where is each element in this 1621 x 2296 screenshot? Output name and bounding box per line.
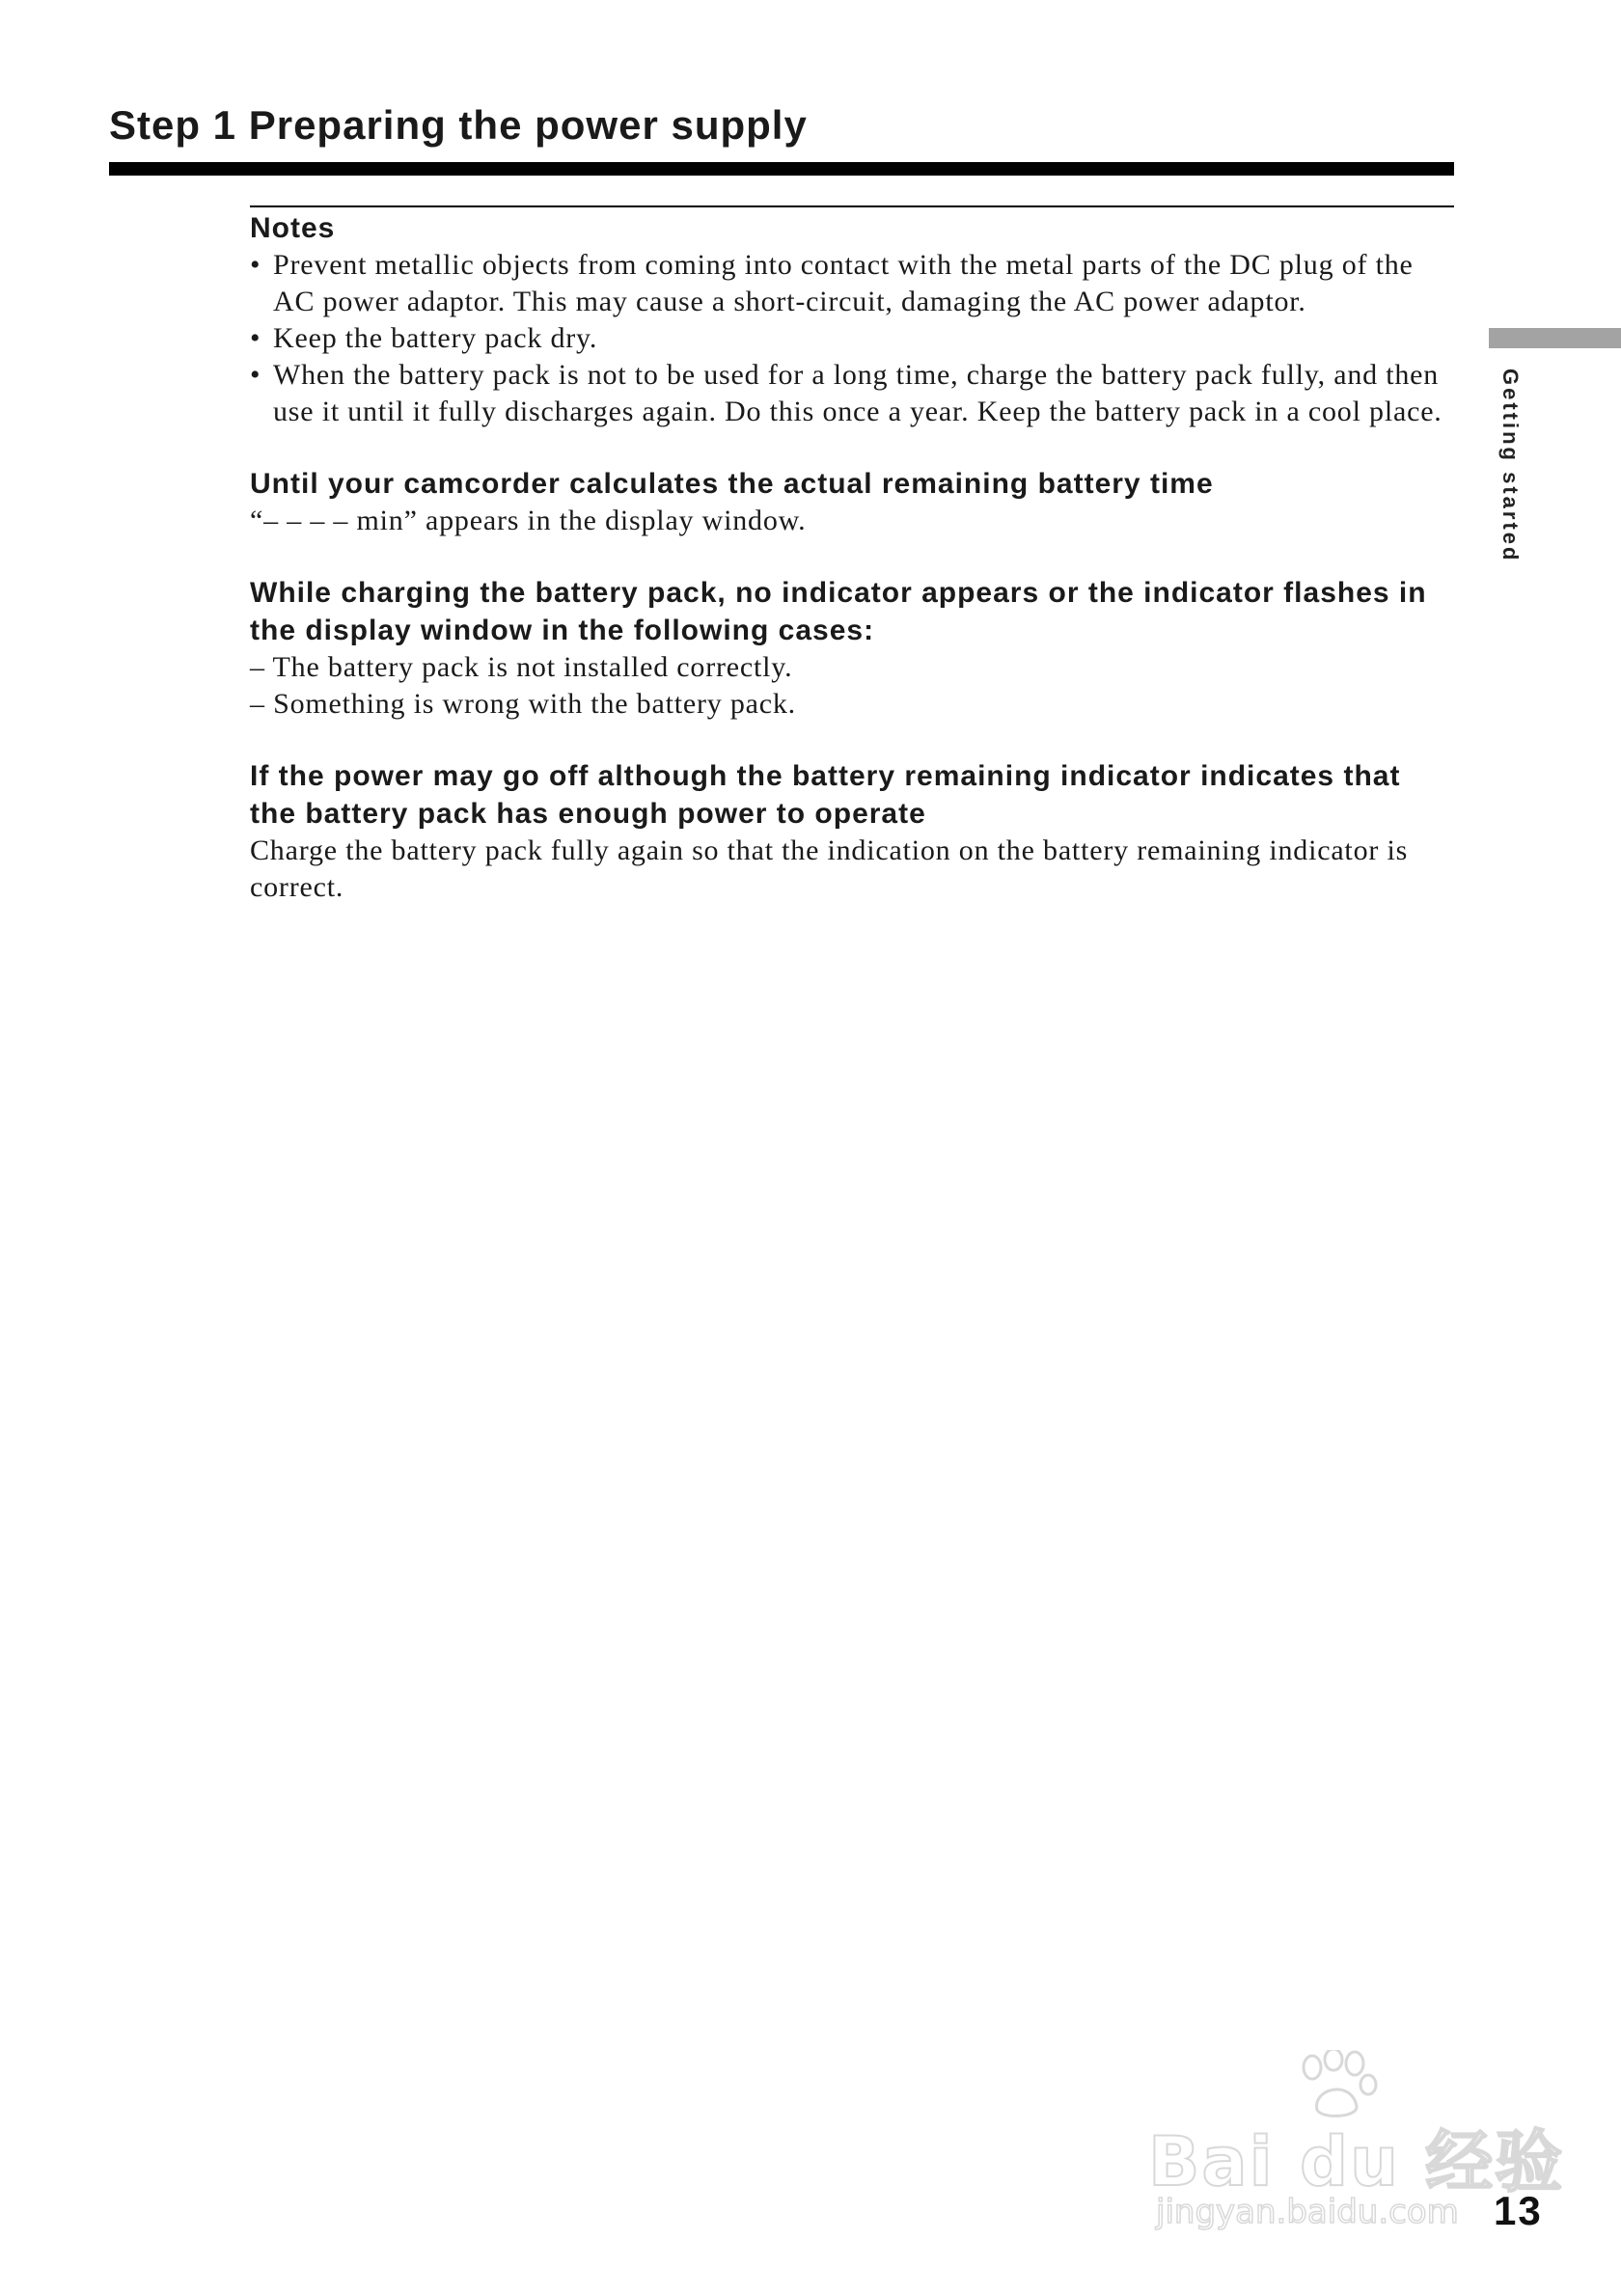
section-text: Charge the battery pack fully again so that the indication on the battery remaining indicator is correct. xyxy=(250,834,1409,903)
section-heading: While charging the battery pack, no indicator appears or the indicator flashes in the display window in the following cases: xyxy=(250,577,1427,646)
section-text: “– – – – min” appears in the display window. xyxy=(250,505,807,536)
note-item: • When the battery pack is not to be used for a long time, charge the battery pack fully, and then use it until it fully discharges again. Do this once a year. Keep the battery pack in a cool place. xyxy=(250,357,1446,430)
content-rule xyxy=(250,205,1454,207)
section-text: – The battery pack is not installed correctly. xyxy=(250,651,793,683)
watermark-brand: Bai du 经验 xyxy=(1148,2122,1565,2201)
notes-list xyxy=(250,247,1446,430)
section-heading: Until your camcorder calculates the actual remaining battery time xyxy=(250,468,1214,500)
notes-section xyxy=(250,209,1446,430)
page-number: 13 xyxy=(1494,2188,1543,2233)
notes-heading: Notes xyxy=(250,212,336,244)
side-tab-marker xyxy=(1489,328,1621,348)
note-item: • Keep the battery pack dry. xyxy=(250,320,1446,357)
main-content xyxy=(250,209,1446,906)
note-item: • Prevent metallic objects from coming into contact with the metal parts of the DC plug of the AC power adaptor. This may cause a short-circuit, damaging the AC power adaptor. xyxy=(250,247,1446,320)
page-title: Step 1 Preparing the power supply xyxy=(109,102,808,148)
side-tab-label: Getting started xyxy=(1498,369,1523,563)
baidu-watermark xyxy=(1148,2050,1565,2243)
title-rule xyxy=(109,162,1454,176)
charging-indicator-section xyxy=(250,574,1446,723)
section-heading: If the power may go off although the battery remaining indicator indicates that the battery pack has enough power to operate xyxy=(250,760,1401,830)
power-off-section xyxy=(250,757,1446,906)
remaining-time-section xyxy=(250,465,1446,539)
watermark-url: jingyan.baidu.com xyxy=(1156,2193,1459,2231)
section-text: – Something is wrong with the battery pack. xyxy=(250,688,796,720)
